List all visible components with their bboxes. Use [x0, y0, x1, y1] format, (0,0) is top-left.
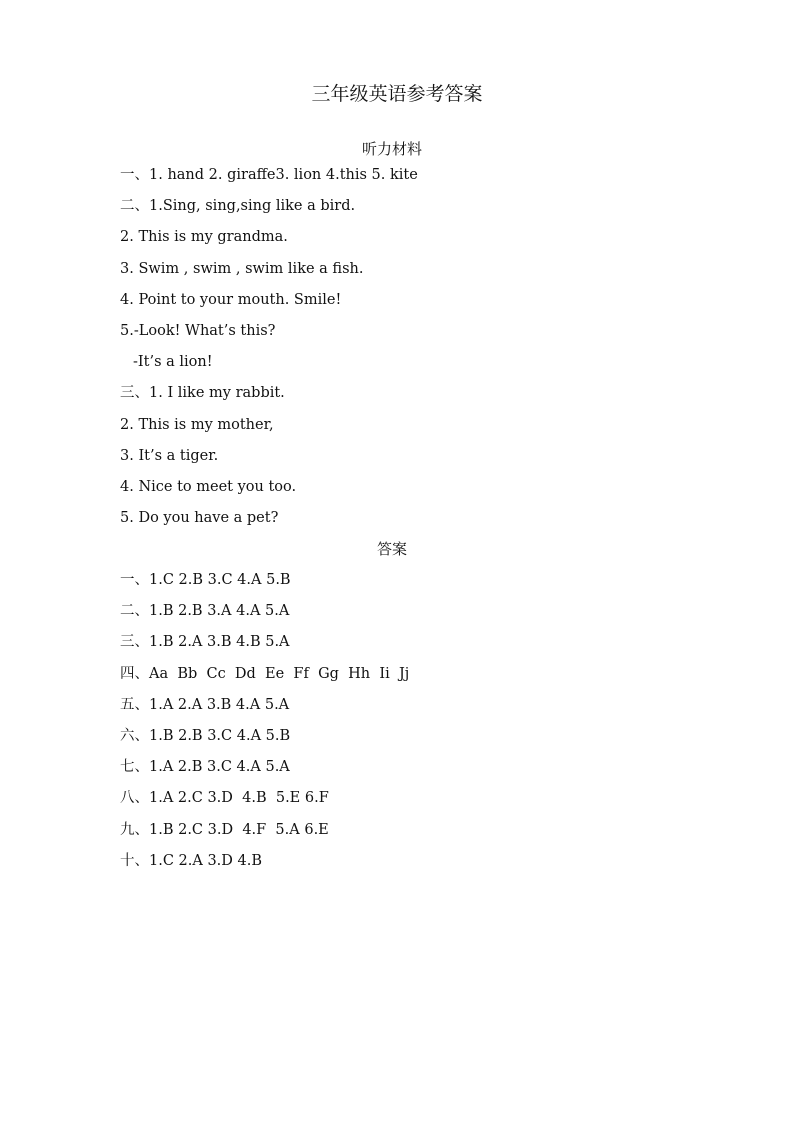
listening-line-2: 二、1.Sing, sing,sing like a bird. [120, 198, 356, 215]
listening-line-7: -It’s a lion! [133, 354, 213, 371]
listening-line-10: 3. It’s a tiger. [120, 447, 219, 464]
answer-line-9: 九、1.B 2.C 3.D 4.F 5.A 6.E [120, 821, 329, 838]
listening-line-11: 4. Nice to meet you too. [120, 478, 297, 495]
listening-line-9: 2. This is my mother, [120, 416, 274, 433]
listening-line-1: 一、1. hand 2. giraffe3. lion 4.this 5. kite [120, 167, 418, 183]
listening-line-5: 4. Point to your mouth. Smile! [120, 291, 342, 308]
answer-line-5: 五、1.A 2.A 3.B 4.A 5.A [120, 696, 290, 713]
listening-line-6: 5.-Look! What’s this? [120, 322, 276, 339]
answers-list [120, 568, 760, 880]
answer-line-6: 六、1.B 2.B 3.C 4.A 5.B [120, 727, 291, 744]
listening-line-4: 3. Swim , swim , swim like a fish. [120, 260, 364, 277]
listening-heading: 听力材料 [361, 140, 422, 158]
listening-material [120, 163, 760, 537]
page-title: 三年级英语参考答案 [311, 83, 483, 105]
answer-line-4: 四、Aa Bb Cc Dd Ee Ff Gg Hh Ii Jj [120, 665, 410, 682]
answer-line-1: 一、1.C 2.B 3.C 4.A 5.B [120, 572, 291, 588]
answer-line-3: 三、1.B 2.A 3.B 4.B 5.A [120, 634, 290, 651]
answer-line-2: 二、1.B 2.B 3.A 4.A 5.A [120, 603, 290, 620]
answer-line-10: 十、1.C 2.A 3.D 4.B [120, 852, 263, 869]
listening-line-12: 5. Do you have a pet? [120, 510, 279, 527]
listening-line-3: 2. This is my grandma. [120, 229, 288, 246]
answer-line-8: 八、1.A 2.C 3.D 4.B 5.E 6.F [120, 790, 329, 807]
listening-line-8: 三、1. I like my rabbit. [120, 385, 285, 402]
answer-line-7: 七、1.A 2.B 3.C 4.A 5.A [120, 759, 290, 776]
answers-heading: 答案 [376, 540, 407, 558]
